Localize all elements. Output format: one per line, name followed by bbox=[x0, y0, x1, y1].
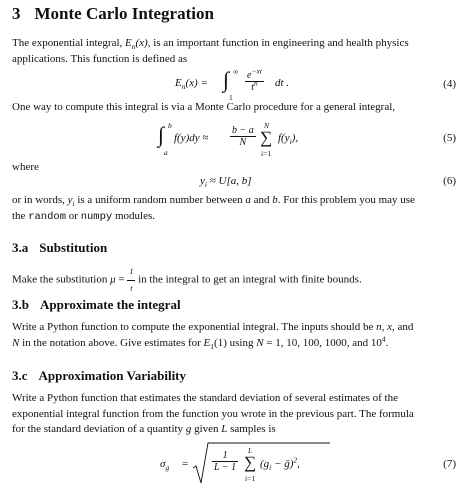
sub-b-comma2: , and bbox=[392, 321, 414, 333]
eq7-frac-den: L − 1 bbox=[214, 462, 237, 473]
sub-b-line2-1: in the notation above. Give estimates for bbox=[19, 336, 204, 349]
sub-c-line1: Write a Python function that estimates the standard deviation of several estimates of the bbox=[12, 392, 398, 404]
eq5-sum-upper: N bbox=[264, 121, 270, 130]
eq5-integrand: f(y)dy ≈ bbox=[174, 132, 209, 144]
sum-sign: ∑ bbox=[260, 128, 273, 147]
subsection-b-heading bbox=[12, 297, 181, 313]
subsection-b-title: Approximate the integral bbox=[39, 297, 181, 312]
intro-en: E bbox=[125, 37, 132, 49]
eq5-label: (5) bbox=[443, 132, 456, 144]
eq7-frac-num: 1 bbox=[222, 450, 228, 461]
eq7-label: (7) bbox=[443, 458, 456, 470]
eq5-sum-body: f(y bbox=[278, 132, 290, 144]
eq7-fraction bbox=[212, 450, 238, 473]
equation-4 bbox=[175, 67, 315, 101]
sub-c-g: g bbox=[185, 423, 192, 435]
subsection-b-text bbox=[12, 320, 462, 351]
after-text-1: or in words, bbox=[12, 194, 68, 206]
eq7-lhs-sub: g bbox=[165, 463, 170, 473]
eq4-den: t bbox=[251, 82, 254, 93]
eq4-upper-limit: ∞ bbox=[233, 67, 239, 76]
subsection-a-heading bbox=[12, 240, 107, 256]
subsection-c-heading bbox=[12, 368, 186, 384]
sub-b-x: x bbox=[387, 321, 393, 333]
eq5-frac-num: b − a bbox=[232, 125, 254, 136]
sub-b-E-arg: (1) bbox=[214, 336, 227, 349]
after-line2-pre: the bbox=[12, 209, 29, 222]
sub-b-N2: N bbox=[256, 336, 264, 349]
sub-b-line2-2: using bbox=[226, 336, 257, 349]
eq6-lhs: y bbox=[200, 175, 205, 187]
random-module: random bbox=[28, 210, 67, 223]
section-heading bbox=[12, 4, 214, 24]
eq5-sum-lower: i=1 bbox=[261, 149, 272, 158]
eq4-label: (4) bbox=[443, 78, 456, 90]
section-number: 3 bbox=[12, 4, 21, 23]
equation-6 bbox=[200, 175, 252, 190]
sub-b-line1: Write a Python function to compute the exponential integral. The inputs should be bbox=[12, 321, 377, 333]
sub-b-N: N bbox=[12, 336, 20, 349]
sub-c-line3-3: samples is bbox=[227, 423, 276, 435]
eq7-body-sub: i bbox=[269, 463, 272, 473]
subsection-a-number: 3.a bbox=[12, 240, 29, 255]
eq7-sum-lower: i=1 bbox=[245, 474, 256, 483]
eq5-sum-end: ), bbox=[291, 132, 299, 144]
subsection-a-text bbox=[12, 264, 462, 296]
subsection-a-title: Substitution bbox=[39, 240, 108, 255]
sub-b-n: n bbox=[376, 321, 382, 333]
sub-a-text-1: Make the substitution bbox=[12, 273, 111, 286]
sub-b-E: E bbox=[203, 336, 211, 349]
intro-en-arg: (x) bbox=[135, 37, 148, 49]
intro-paragraph bbox=[12, 36, 462, 67]
sub-b-sup: 4 bbox=[381, 333, 386, 343]
sub-b-E-sub: 1 bbox=[210, 341, 215, 351]
eq4-fraction bbox=[245, 66, 264, 93]
eq5-lower-limit: a bbox=[164, 148, 168, 157]
eq5-frac-den: N bbox=[230, 136, 256, 148]
eq7-sum-upper: L bbox=[248, 446, 253, 455]
eq4-num: e bbox=[247, 70, 252, 81]
eq7-sup: 2 bbox=[293, 455, 298, 465]
eq6-rhs: ≈ U[a, b] bbox=[209, 175, 252, 187]
mc-sentence: One way to compute this integral is via a Monte Carlo procedure for a general integral, bbox=[12, 101, 396, 113]
intro-en-sub: n bbox=[131, 42, 136, 52]
eq4-lower-limit: 1 bbox=[229, 93, 233, 102]
eq4-lhs-arg: (x) = bbox=[185, 77, 208, 89]
after-text-2: is a uniform random number between bbox=[74, 194, 246, 206]
sub-a-eq: = bbox=[115, 273, 128, 286]
after-b: b bbox=[272, 194, 278, 206]
eq6-lhs-sub: i bbox=[204, 180, 207, 190]
subsection-c-text bbox=[12, 391, 462, 438]
eq4-dt: dt . bbox=[275, 77, 290, 89]
sub-b-values: = 1, 10, 100, 1000, and 10 bbox=[263, 336, 382, 349]
eq7-comma: , bbox=[297, 458, 300, 470]
eq4-lhs: E bbox=[175, 77, 182, 89]
intro-text-2: , is an important function in engineering and health physics applications. This function is defined as bbox=[12, 37, 409, 65]
after-text-3: . For this problem you may use bbox=[277, 194, 415, 206]
integral-sign: ∫ bbox=[223, 67, 230, 92]
sub-a-mu: μ bbox=[110, 273, 116, 286]
sub-b-comma1: , bbox=[381, 321, 388, 333]
after-a: a bbox=[245, 194, 251, 206]
equation-7 bbox=[160, 440, 330, 486]
intro-text-1: The exponential integral, bbox=[12, 37, 126, 49]
subsection-c-title: Approximation Variability bbox=[38, 368, 187, 383]
subsection-b-number: 3.b bbox=[12, 297, 29, 312]
eq6-label: (6) bbox=[443, 175, 456, 187]
sub-a-text-2: in the integral to get an integral with finite bounds. bbox=[135, 273, 362, 286]
after-paragraph bbox=[12, 193, 462, 225]
integral-sign: ∫ bbox=[158, 122, 165, 147]
eq7-body: (g bbox=[260, 458, 270, 470]
where-text: where bbox=[12, 161, 39, 173]
eq4-num-sup: −xt bbox=[251, 66, 262, 76]
equation-5 bbox=[158, 118, 338, 158]
sub-c-line3-1: for the standard deviation of a quantity bbox=[12, 423, 186, 435]
sub-a-frac-num: 1 bbox=[129, 267, 134, 276]
sub-c-L: L bbox=[221, 423, 228, 435]
eq4-den-sup: n bbox=[253, 78, 258, 88]
eq5-sum-sub: i bbox=[289, 137, 292, 147]
sum-sign: ∑ bbox=[244, 453, 257, 472]
after-or: or bbox=[66, 209, 81, 222]
eq5-fraction bbox=[230, 125, 256, 148]
after-modules: modules. bbox=[112, 209, 155, 222]
after-yi: y bbox=[67, 194, 73, 206]
after-yi-sub: i bbox=[72, 199, 75, 209]
sub-c-line2: exponential integral function from the function you wrote in the previous part. The formula bbox=[12, 407, 414, 420]
eq7-body-end: − ḡ) bbox=[271, 458, 294, 470]
sub-c-line3-2: given bbox=[191, 423, 222, 435]
numpy-module: numpy bbox=[80, 210, 113, 223]
sub-b-end: . bbox=[385, 336, 389, 349]
eq7-lhs: σ bbox=[160, 458, 166, 470]
eq7-equals: = bbox=[182, 458, 189, 470]
subsection-c-number: 3.c bbox=[12, 368, 28, 383]
sub-a-frac-den: t bbox=[127, 280, 135, 297]
section-title: Monte Carlo Integration bbox=[34, 4, 214, 23]
eq4-lhs-sub: n bbox=[181, 82, 186, 92]
after-and: and bbox=[250, 194, 273, 206]
eq5-upper-limit: b bbox=[168, 121, 172, 130]
